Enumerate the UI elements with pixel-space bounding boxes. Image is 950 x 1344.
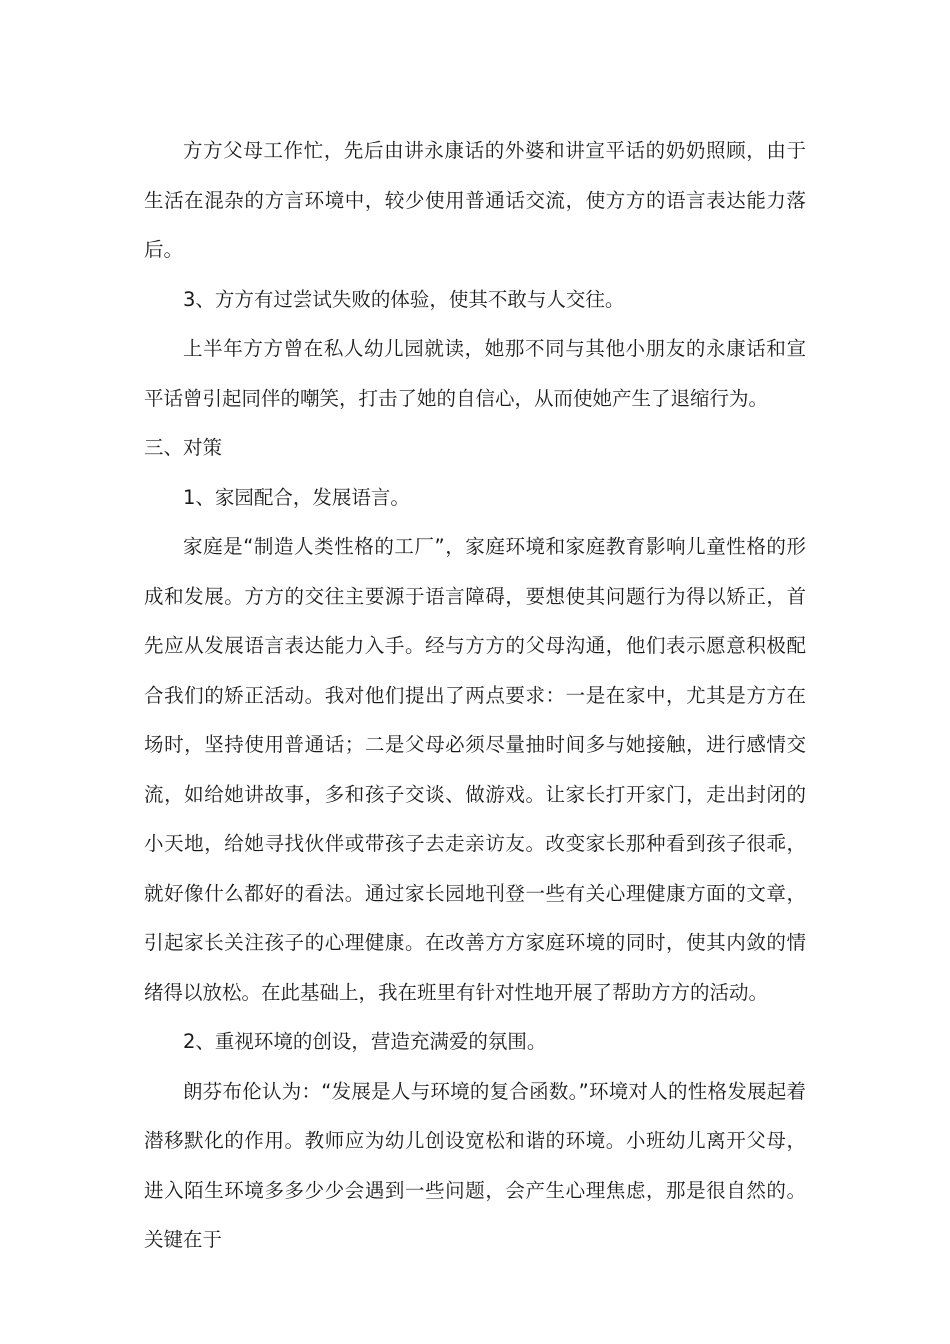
paragraph-home-school-cooperation: 家庭是“制造人类性格的工厂”，家庭环境和家庭教育影响儿童性格的形成和发展。方方的交往主要源于语言障碍，要想使其问题行为得以矫正，首先应从发展语言表达能力入手。经与方方的父母沟通，他们表示愿意积极配合我们的矫正活动。我对他们提出了两点要求：一是在家中，尤其是方方在场时，坚持使用普通话；二是父母必须尽量抽时间多与她接触，进行感情交流，如给她讲故事，多和孩子交谈、做游戏。让家长打开家门，走出封闭的小天地，给她寻找伙伴或带孩子去走亲访友。改变家长那种看到孩子很乖，就好像什么都好的看法。通过家长园地刊登一些有关心理健康方面的文章，引起家长关注孩子的心理健康。在改善方方家庭环境的同时，使其内敛的情绪得以放松。在此基础上，我在班里有针对性地开展了帮助方方的活动。 bbox=[144, 535, 806, 1004]
paragraph-measure-1-heading: 1、家园配合，发展语言。 bbox=[183, 485, 410, 509]
document-body bbox=[144, 126, 806, 1265]
paragraph-kindergarten-experience: 上半年方方曾在私人幼儿园就读，她那不同与其他小朋友的永康话和宣平话曾引起同伴的嘲笑，打击了她的自信心，从而使她产生了退缩行为。 bbox=[144, 337, 806, 410]
paragraph-environment-creation: 朗芬布伦认为：“发展是人与环境的复合函数。”环境对人的性格发展起着潜移默化的作用。教师应为幼儿创设宽松和谐的环境。小班幼儿离开父母，进入陌生环境多多少少会遇到一些问题，会产生心理焦虑，那是很自然的。关键在于 bbox=[144, 1079, 806, 1251]
paragraph-measure-2-heading: 2、重视环境的创设，营造充满爱的氛围。 bbox=[183, 1030, 547, 1053]
section-heading-countermeasures: 三、对策 bbox=[144, 436, 223, 459]
paragraph-family-language-background: 方方父母工作忙，先后由讲永康话的外婆和讲宣平话的奶奶照顾，由于生活在混杂的方言环境中，较少使用普通话交流，使方方的语言表达能力落后。 bbox=[144, 139, 806, 261]
paragraph-cause-3-heading: 3、方方有过尝试失败的体验，使其不敢与人交往。 bbox=[183, 287, 625, 311]
